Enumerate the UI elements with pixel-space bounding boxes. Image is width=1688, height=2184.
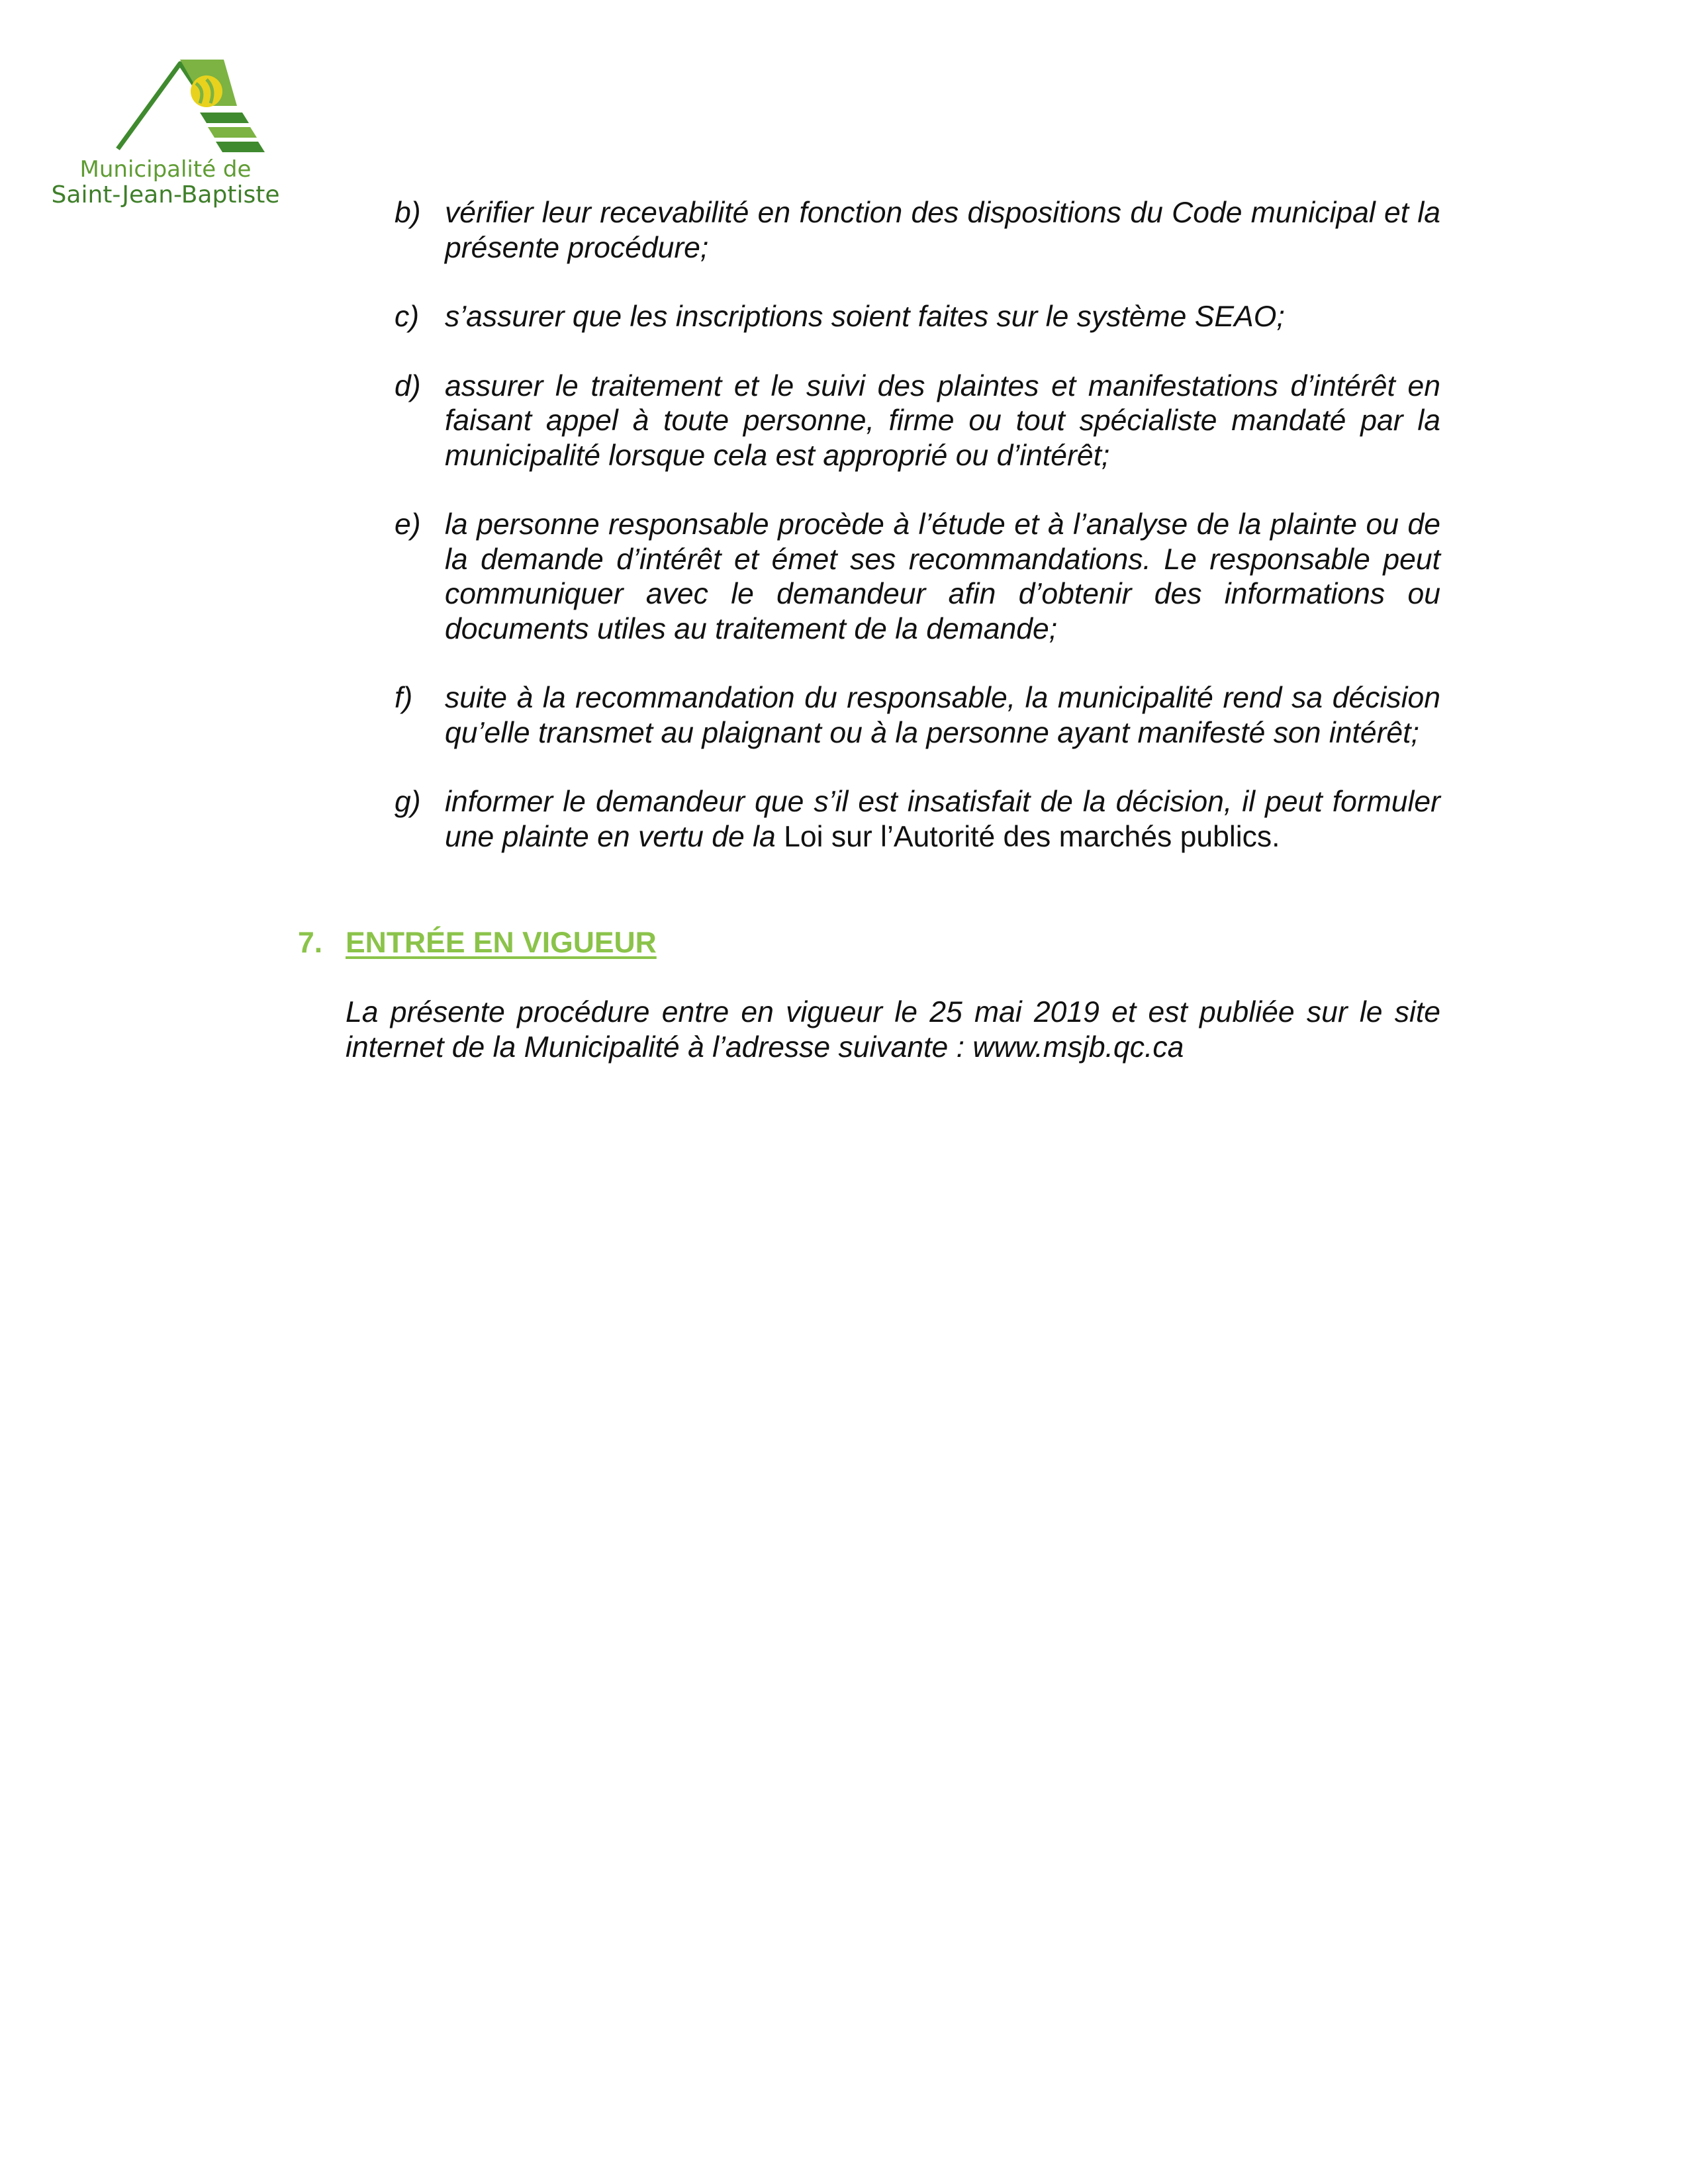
list-item <box>395 508 1440 647</box>
list-item-letter: b) <box>395 197 421 229</box>
municipality-logo <box>26 40 331 238</box>
list-item-letter: d) <box>395 369 421 402</box>
section-heading <box>298 927 657 960</box>
mountain-logo-icon <box>26 40 305 159</box>
procedure-steps-list <box>395 196 1440 889</box>
list-item-text: assurer le traitement et le suivi des plaintes et manifestations d’intérêt en faisant appel à toute personne, firme ou tout spécialiste mandaté par la municipalité lorsque cela est approprié ou d’intérêt; <box>445 369 1440 472</box>
list-item-letter: e) <box>395 508 421 541</box>
list-item <box>395 196 1440 265</box>
list-item-text: informer le demandeur que s’il est insatisfait de la décision, il peut formuler une plainte en vertu de la <box>445 786 1440 853</box>
list-item-letter: g) <box>395 786 421 818</box>
list-item-letter: c) <box>395 300 420 333</box>
section-number: 7. <box>298 927 323 959</box>
list-item <box>395 369 1440 474</box>
logo-text-line1: Municipalité de <box>79 156 252 183</box>
logo-text-line2: Saint-Jean-Baptiste <box>51 181 280 208</box>
list-item-text: la personne responsable procède à l’étude et à l’analyse de la plainte ou de la demande d’intérêt et émet ses recommandations. Le responsable peut communiquer avec le demandeur afin d’obtenir des informations ou documents utiles au traitement de la demande; <box>445 508 1440 645</box>
list-item-text: vérifier leur recevabilité en fonction des dispositions du Code municipal et la présente procédure; <box>445 197 1440 264</box>
section-title: ENTRÉE EN VIGUEUR <box>346 927 657 959</box>
list-item-letter: f) <box>395 682 413 714</box>
list-item-text: suite à la recommandation du responsable, la municipalité rend sa décision qu’elle transmet au plaignant ou à la personne ayant manifesté son intérêt; <box>445 682 1440 749</box>
section-body-text: La présente procédure entre en vigueur le 25 mai 2019 et est publiée sur le site internet de la Municipalité à l’adresse suivante : www.msjb.qc.ca <box>346 996 1440 1064</box>
list-item <box>395 785 1440 854</box>
list-item <box>395 300 1440 335</box>
law-title-text: Loi sur l’Autorité des marchés publics. <box>784 820 1280 853</box>
list-item <box>395 681 1440 751</box>
list-item-text: s’assurer que les inscriptions soient faites sur le système SEAO; <box>445 300 1285 333</box>
